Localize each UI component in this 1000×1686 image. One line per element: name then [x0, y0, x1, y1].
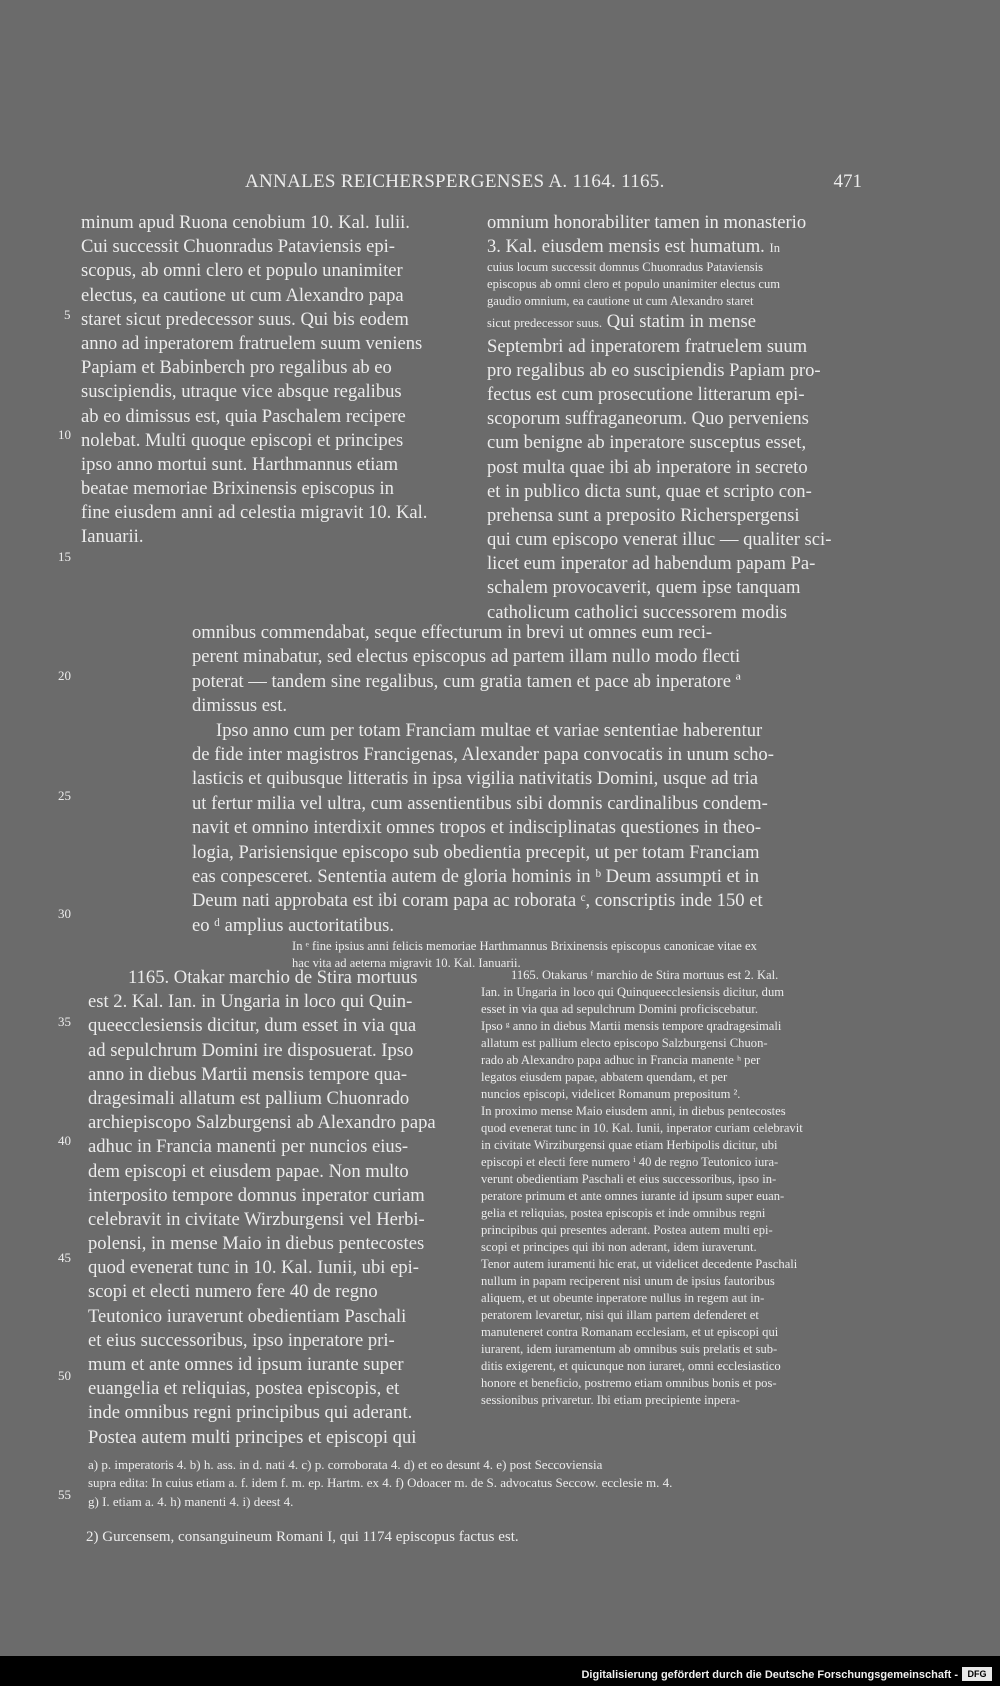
small-text-line: episcopi et electi fere numero ⁱ 40 de regno Teutonico iura- — [481, 1155, 779, 1169]
text-line: archiepiscopo Salzburgensi ab Alexandro papa — [88, 1112, 436, 1134]
margin-line-number: 10 — [58, 427, 71, 442]
text-line-main: 3. Kal. eiusdem mensis est humatum. — [487, 236, 765, 258]
text-line: dragesimali allatum est pallium Chuonrado — [88, 1087, 410, 1109]
running-title: ANNALES REICHERSPERGENSES A. 1164. 1165. — [245, 171, 665, 192]
text-line: Postea autem multi principes et episcopi qui — [88, 1426, 417, 1448]
text-line: qui cum episcopo venerat illuc — qualiter sci- — [487, 529, 832, 551]
text-line: prehensa sunt a preposito Richerspergensi — [487, 504, 800, 526]
running-header — [245, 171, 862, 195]
small-text-line: rado ab Alexandro papa adhuc in Francia manente ʰ per — [481, 1053, 761, 1067]
text-line: adhuc in Francia manenti per nuncios eius- — [88, 1136, 409, 1158]
text-line: est 2. Kal. Ian. in Ungaria in loco qui Quin- — [88, 991, 413, 1013]
left-column-top — [81, 211, 471, 550]
text-line: et in publico dicta sunt, quae et scripto con- — [487, 480, 812, 502]
text-line: pro regalibus ab eo suscipiendis Papiam pro- — [487, 359, 821, 381]
small-text-line: gelia et reliquias, postea episcopis et inde omnibus regni — [481, 1206, 766, 1220]
small-text-line: ditis exigerent, et quicunque non iuraret, omni ecclesiastico — [481, 1359, 781, 1373]
small-text-line: nullum in papam reciperent nisi unum de ipsius fautoribus — [481, 1274, 775, 1288]
small-text-line: gaudio omnium, ea cautione ut cum Alexandro staret — [487, 294, 754, 309]
text-line-small: In — [769, 241, 780, 256]
footnotes-letters — [88, 1456, 878, 1511]
dfg-logo-icon: DFG — [962, 1667, 992, 1681]
small-text-line: in civitate Wirziburgensi quae etiam Herbipolis dicitur, ubi — [481, 1138, 778, 1152]
text-line: Cui successit Chuonradus Pataviensis epi- — [81, 236, 395, 258]
text-line: anno ad inperatorem fratruelem suum veniens — [81, 332, 423, 354]
text-line: ipso anno mortui sunt. Harthmannus etiam — [81, 453, 399, 475]
small-text-line: peratorem levaretur, nisi qui illam partem defenderet et — [481, 1308, 759, 1322]
footnote-numbered: 2) Gurcensem, consanguineum Romani I, qui 1174 episcopus factus est. — [86, 1529, 519, 1545]
small-text-line: cuius locum successit domnus Chuonradus Pataviensis — [487, 260, 763, 275]
text-line: dimissus est. — [192, 695, 288, 717]
text-line: Teutonico iuraverunt obedientiam Paschali — [88, 1305, 407, 1327]
text-line: logia, Parisiensique episcopo sub obedientia precepit, ut per totam Franciam — [192, 841, 760, 863]
text-line: ut fertur milia vel ultra, cum assentientibus sibi domnis cardinalibus condem- — [192, 792, 768, 814]
small-text-line: sessionibus privaretur. Ibi etiam precipiente inpera- — [481, 1393, 740, 1407]
text-line: ab eo dimissus est, quia Paschalem recipere — [81, 405, 406, 427]
footnote-line: supra edita: In cuius etiam a. f. idem f. m. ep. Hartm. ex 4. f) Odoacer m. de S. advocatus Seccow. ecclesie m. 4. — [88, 1475, 673, 1491]
text-line: ad sepulchrum Domini ire disposuerat. Ipso — [88, 1039, 414, 1061]
text-line: cum benigne ab inperatore susceptus esset, — [487, 432, 807, 454]
margin-line-number: 35 — [58, 1014, 71, 1029]
text-line-small: sicut predecessor suus. — [487, 316, 603, 331]
small-text-line: manuteneret contra Romanam ecclesiam, et ut episcopi qui — [481, 1325, 779, 1339]
margin-line-number: 55 — [58, 1487, 71, 1502]
small-text-line: Ipso ᵍ anno in diebus Martii mensis tempore qradragesimali — [481, 1019, 782, 1033]
text-line: anno in diebus Martii mensis tempore qua- — [88, 1063, 408, 1085]
page-number: 471 — [833, 171, 862, 192]
small-text-line: hac vita ad aeterna migravit 10. Kal. Ianuarii. — [292, 956, 521, 971]
text-line: suscipiendis, utraque vice absque regalibus — [81, 381, 402, 403]
margin-line-number: 5 — [64, 307, 71, 322]
text-line: scoporum suffraganeorum. Quo perveniens — [487, 408, 809, 430]
small-text-line: Ian. in Ungaria in loco qui Quinqueecclesiensis dicitur, dum — [481, 985, 785, 999]
small-text-line: iurarent, idem iuramentum ab omnibus suis prelatis et sub- — [481, 1342, 778, 1356]
left-column-bottom — [88, 966, 468, 1450]
small-text-line: episcopus ab omni clero et populo unanimiter electus cum — [487, 277, 781, 292]
text-line: Septembri ad inperatorem fratruelem suum — [487, 335, 808, 357]
text-line: dem episcopi et eiusdem papae. Non multo — [88, 1160, 409, 1182]
text-line: Papiam et Babinberch pro regalibus ab eo — [81, 357, 392, 379]
small-text-line: allatum est pallium electo episcopo Salzburgensi Chuon- — [481, 1036, 768, 1050]
small-text-line: nuncios episcopi, videlicet Romanum prepositum ². — [481, 1087, 741, 1101]
margin-line-number: 50 — [58, 1368, 71, 1383]
text-line — [487, 235, 862, 259]
text-line: nolebat. Multi quoque episcopi et principes — [81, 429, 404, 451]
text-line: omnium honorabiliter tamen in monasterio — [487, 212, 807, 233]
text-line: beatae memoriae Brixinensis episcopus in — [81, 478, 394, 500]
small-text-line: Tenor autem iuramenti hic erat, ut videlicet decedente Paschali — [481, 1257, 798, 1271]
text-line: Ianuarii. — [81, 526, 144, 548]
small-text-line: principibus qui presentes aderant. Postea autem multi epi- — [481, 1223, 773, 1237]
small-text-line: honore et beneficio, postremo etiam omnibus bonis et pos- — [481, 1376, 777, 1390]
small-text-line: esset in via qua ad sepulchrum Domini proficiscebatur. — [481, 1002, 758, 1016]
text-line: et eius successoribus, ipso inperatore pri- — [88, 1329, 395, 1351]
small-text-line: verunt obedientiam Paschali et eius successoribus, ipso in- — [481, 1172, 777, 1186]
footnote-line: g) I. etiam a. 4. h) manenti 4. i) deest 4. — [88, 1493, 294, 1509]
margin-line-number: 30 — [58, 906, 71, 921]
margin-line-number: 20 — [58, 668, 71, 683]
text-line: fine eiusdem anni ad celestia migravit 10. Kal. — [81, 502, 428, 524]
text-line-main: Qui statim in mense — [606, 311, 756, 333]
text-line: polensi, in mense Maio in diebus pentecostes — [88, 1233, 425, 1255]
small-text-line: 1165. Otakarus ᶠ marchio de Stira mortuus est 2. Kal. — [511, 968, 779, 982]
right-column-bottom — [481, 967, 864, 1409]
small-text-line: quod evenerat tunc in 10. Kal. Iunii, inperator curiam celebravit — [481, 1121, 803, 1135]
small-text-line: aliquem, et ut obeunte inperatore nullus in regem aut in- — [481, 1291, 765, 1305]
text-line: fectus est cum prosecutione litterarum epi- — [487, 383, 805, 405]
text-line: lasticis et quibusque litteratis in ipsa vigilia nativitatis Domini, usque ad tria — [192, 768, 758, 790]
text-line: 1165. Otakar marchio de Stira mortuus — [128, 967, 418, 988]
right-column-top — [487, 211, 862, 625]
text-line: schalem provocaverit, quem ipse tanquam — [487, 577, 801, 599]
small-text-line: peratore primum et ante omnes iurante id ipsum super euan- — [481, 1189, 785, 1203]
small-text-line: In ᵉ fine ipsius anni felicis memoriae Harthmannus Brixinensis episcopus canonicae vitae ex — [292, 939, 757, 954]
small-text-line: legatos eiusdem papae, abbatem quendam, et per — [481, 1070, 728, 1084]
text-line: eas conpesceret. Sententia autem de gloria hominis in ᵇ Deum assumpti et in — [192, 865, 760, 887]
text-line: inde omnibus regni principibus qui aderant. — [88, 1402, 413, 1424]
text-line: Ipso anno cum per totam Franciam multae et variae sententiae haberentur — [216, 719, 763, 741]
text-line: Deum nati approbata est ibi coram papa ac roborata ᶜ, conscriptis inde 150 et — [192, 890, 763, 912]
text-line: omnibus commendabat, seque effecturum in brevi ut omnes eum reci- — [192, 622, 713, 643]
text-line — [487, 310, 862, 334]
text-line: scopi et electi numero fere 40 de regno — [88, 1281, 378, 1303]
text-line: mum et ante omnes id ipsum iurante super — [88, 1354, 404, 1375]
text-line: poterat — tandem sine regalibus, cum gratia tamen et pace ab inperatore ª — [192, 670, 741, 692]
text-line: queecclesiensis dicitur, dum esset in via qua — [88, 1015, 417, 1037]
text-line: perent minabatur, sed electus episcopus ad partem illam nullo modo flecti — [192, 646, 741, 668]
text-line: navit et omnino interdixit omnes tropos et indisciplinatas questiones in theo- — [192, 817, 762, 839]
text-line: minum apud Ruona cenobium 10. Kal. Iulii. — [81, 212, 410, 233]
text-line: celebravit in civitate Wirzburgensi vel Herbi- — [88, 1208, 425, 1230]
text-line: staret sicut predecessor suus. Qui bis eodem — [81, 308, 409, 330]
margin-line-number: 15 — [58, 549, 71, 564]
small-text-line: In proximo mense Maio eiusdem anni, in diebus pentecostes — [481, 1104, 786, 1118]
text-line: licet eum inperator ad habendum papam Pa- — [487, 553, 816, 575]
footnote-line: a) p. imperatoris 4. b) h. ass. in d. nati 4. c) p. corroborata 4. d) et eo desunt 4. e) post Seccoviensia — [88, 1457, 603, 1472]
margin-line-number: 45 — [58, 1250, 71, 1265]
wide-text-block — [192, 621, 862, 972]
text-line: scopus, ab omni clero et populo unanimiter — [81, 260, 403, 282]
text-line: euangelia et reliquias, postea episcopis, et — [88, 1378, 400, 1400]
text-line: electus, ea cautione ut cum Alexandro papa — [81, 284, 404, 306]
text-line: quod evenerat tunc in 10. Kal. Iunii, ubi epi- — [88, 1257, 419, 1279]
margin-line-number: 25 — [58, 788, 71, 803]
text-line: catholicum catholici successorem modis — [487, 601, 787, 623]
text-line: de fide inter magistros Francigenas, Alexander papa convocatis in unum scho- — [192, 743, 774, 765]
small-text-line: scopi et principes qui ibi non aderant, idem iuraverunt. — [481, 1240, 757, 1254]
margin-line-number: 40 — [58, 1133, 71, 1148]
text-line: interposito tempore domnus inperator curiam — [88, 1184, 425, 1206]
text-line: eo ᵈ amplius auctoritatibus. — [192, 914, 395, 936]
footer-credit: Digitalisierung gefördert durch die Deutsche Forschungsgemeinschaft - — [581, 1669, 958, 1681]
text-line: post multa quae ibi ab inperatore in secreto — [487, 456, 808, 478]
